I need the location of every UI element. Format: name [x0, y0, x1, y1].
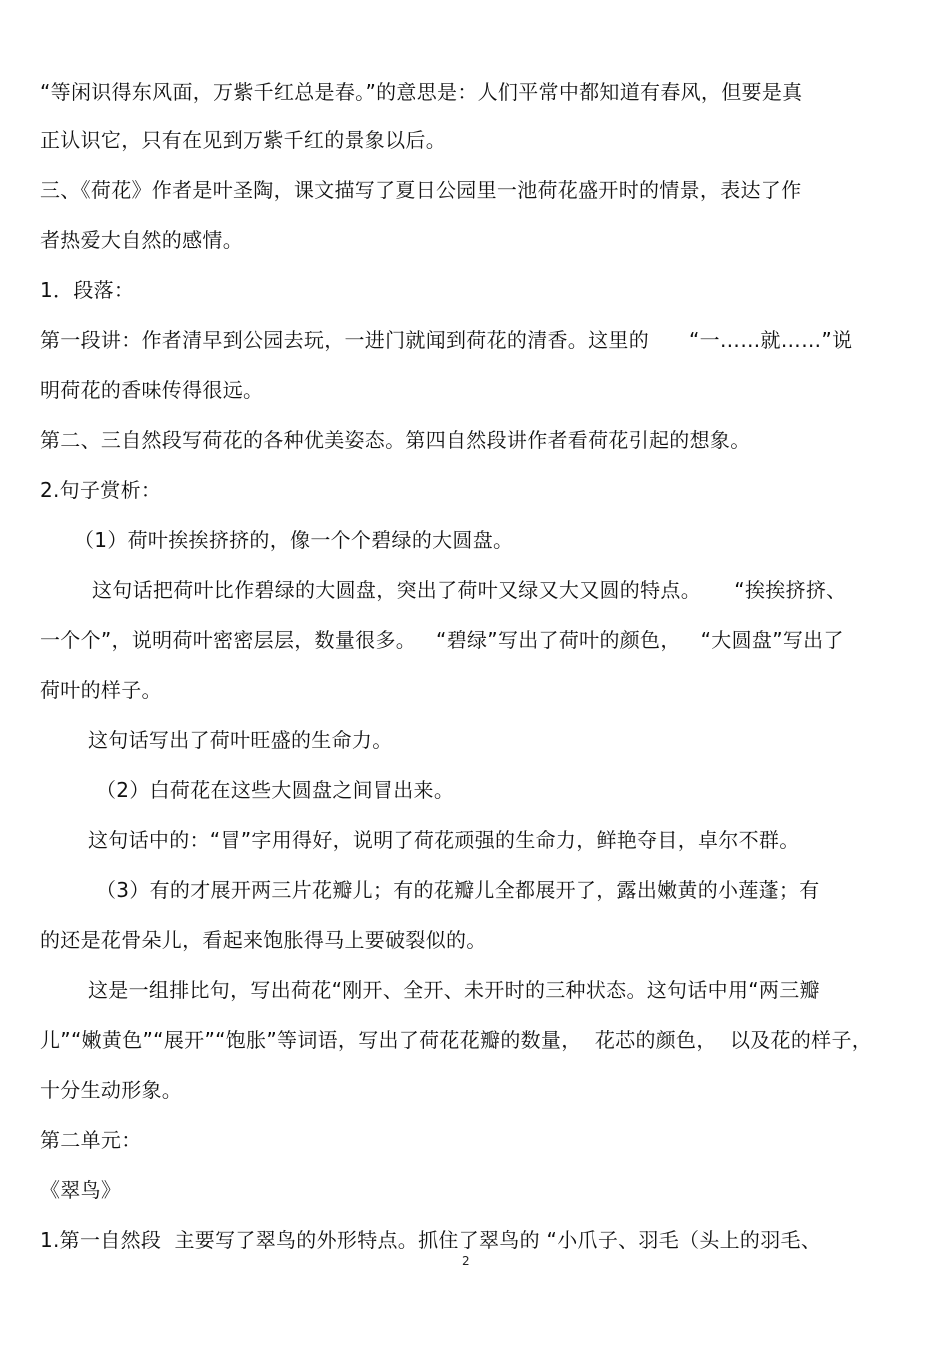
text-line: 荷叶的样子。: [40, 678, 162, 702]
text-line: 正认识它，只有在见到万紫千红的景象以后。: [40, 128, 446, 152]
text-line: （3）有的才展开两三片花瓣儿；有的花瓣儿全都展开了，露出嫩黄的小莲蓬；有: [96, 878, 820, 902]
text-line: 这句话中的：“冒”字用得好，说明了荷花顽强的生命力，鲜艳夺目，卓尔不群。: [88, 828, 800, 852]
text-line: 第二、三自然段写荷花的各种优美姿态。第四自然段讲作者看荷花引起的想象。: [40, 428, 751, 452]
text-line: （1）荷叶挨挨挤挤的，像一个个碧绿的大圆盘。: [74, 528, 514, 552]
text-line: 1.第一自然段 主要写了翠鸟的外形特点。抓住了翠鸟的 “小爪子、羽毛（头上的羽毛、: [40, 1228, 822, 1252]
text-line: 第一段讲：作者清早到公园去玩，一进门就闻到荷花的清香。这里的 “一……就……”说: [40, 328, 853, 352]
text-line: （2）白荷花在这些大圆盘之间冒出来。: [96, 778, 455, 802]
section-heading: 1．段落：: [40, 278, 135, 302]
section-heading: 2.句子赏析：: [40, 478, 162, 502]
text-line: 三、《荷花》作者是叶圣陶，课文描写了夏日公园里一池荷花盛开时的情景，表达了作: [40, 178, 802, 202]
text-line: 儿”“嫩黄色”“展开”“饱胀”等词语，写出了荷花花瓣的数量， 花芯的颜色， 以及花的样子，: [40, 1028, 873, 1052]
text-line: 十分生动形象。: [40, 1078, 183, 1102]
text-line: 明荷花的香味传得很远。: [40, 378, 264, 402]
section-heading: 第二单元：: [40, 1128, 142, 1152]
text-line: “等闲识得东风面，万紫千红总是春。”的意思是：人们平常中都知道有春风，但要是真: [40, 80, 803, 104]
text-line: 这是一组排比句，写出荷花“刚开、全开、未开时的三种状态。这句话中用“两三瓣: [88, 978, 820, 1002]
text-line: 一个个”，说明荷叶密密层层，数量很多。 “碧绿”写出了荷叶的颜色， “大圆盘”写出了: [40, 628, 844, 652]
page-number: 2: [462, 1254, 470, 1268]
text-line: 《翠鸟》: [40, 1178, 122, 1202]
text-line: 者热爱大自然的感情。: [40, 228, 243, 252]
text-line: 这句话写出了荷叶旺盛的生命力。: [88, 728, 393, 752]
text-line: 这句话把荷叶比作碧绿的大圆盘，突出了荷叶又绿又大又圆的特点。 “挨挨挤挤、: [92, 578, 847, 602]
text-line: 的还是花骨朵儿，看起来饱胀得马上要破裂似的。: [40, 928, 487, 952]
